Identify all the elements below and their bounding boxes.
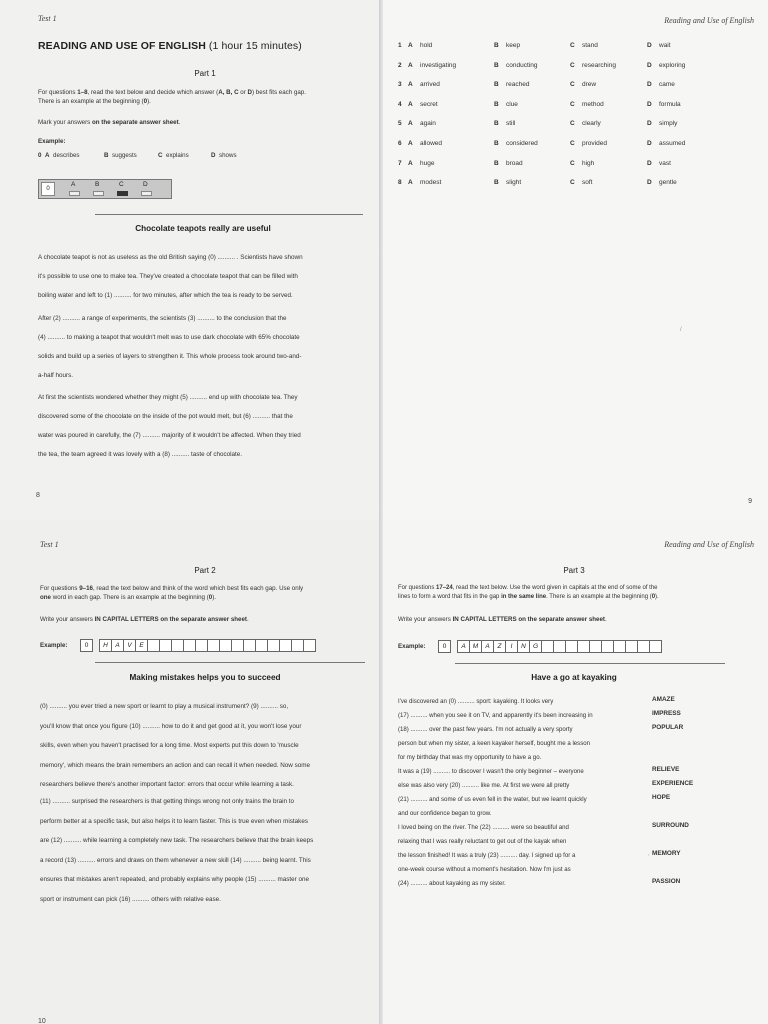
option-letter: B xyxy=(494,81,499,89)
option-letter: C xyxy=(570,140,575,147)
page-number: 9 xyxy=(748,498,752,505)
instr-text: ). xyxy=(212,594,217,601)
text-line: the tea, the team agreed it was lovely with a (8) .......... taste of chocolate. xyxy=(38,451,243,458)
letter-cell: A xyxy=(481,640,494,653)
mark-text: Mark your answers xyxy=(38,119,92,126)
option-text: gentle xyxy=(659,179,677,187)
stray-mark: , xyxy=(648,851,650,857)
instr-text: , read the text below. Use the word given in capitals at the end of some of the xyxy=(452,585,658,591)
stem-word: HOPE xyxy=(652,794,671,801)
text-line: (24) .......... about kayaking as my sister. xyxy=(398,880,506,887)
part-label: Part 2 xyxy=(194,566,216,575)
instr-range: 9–16 xyxy=(79,585,93,592)
option-letter: A xyxy=(408,81,413,89)
answer-lozenge-filled xyxy=(117,191,128,196)
option-text: provided xyxy=(582,140,607,147)
option-letter: A xyxy=(408,159,413,167)
text-line: sport or instrument can pick (16) .......... others with relative ease. xyxy=(40,895,221,903)
option-text: secret xyxy=(420,100,438,108)
question-number: 7 xyxy=(398,159,402,167)
divider xyxy=(455,663,725,664)
letter-cell: G xyxy=(529,640,542,653)
stem-word: AMAZE xyxy=(652,696,675,703)
running-head: Reading and Use of English xyxy=(664,540,754,549)
word-formation-text xyxy=(398,698,758,998)
stem-word: SURROUND xyxy=(652,822,689,829)
question-number: 5 xyxy=(398,120,402,128)
write-bold: IN CAPITAL LETTERS on the separate answer sheet xyxy=(452,616,605,623)
option-letter: C xyxy=(570,179,575,187)
instr-text: For questions xyxy=(40,585,80,592)
option-text: keep xyxy=(506,42,521,49)
answer-lozenge xyxy=(93,191,104,196)
option-letter: D xyxy=(647,61,652,69)
mark-answers-note xyxy=(38,118,180,127)
text-line: memory', which means the brain remembers an action and can recall it when needed. Now some xyxy=(40,761,311,769)
running-head: Test 1 xyxy=(40,540,59,549)
text-line: (18) .......... over the past few years. I'm not actually a very sporty xyxy=(398,726,573,733)
stem-word: IMPRESS xyxy=(652,710,681,717)
text-line: (21) .......... and some of us even fell in the water, but we learnt quickly xyxy=(398,796,587,803)
option-letter: D xyxy=(647,100,652,108)
option-letter: B xyxy=(494,120,499,128)
paragraph xyxy=(38,248,368,305)
example-label: Example: xyxy=(398,643,426,650)
text-line: are (12) .......... while learning a completely new task. The researchers believe that the brain keeps xyxy=(40,837,314,844)
option-letter: B xyxy=(494,42,499,49)
question-number: 1 xyxy=(398,42,402,49)
letter-cell: E xyxy=(135,639,148,652)
text-line: solids and build up a series of layers to strengthen it. This whole process took around two-and- xyxy=(38,353,302,360)
text-title: Making mistakes helps you to succeed xyxy=(129,673,281,682)
option-text: slight xyxy=(506,179,522,187)
text-line: and our confidence began to grow. xyxy=(398,810,492,817)
instr-text: ). xyxy=(655,594,659,600)
paragraph xyxy=(40,697,365,795)
divider xyxy=(95,662,365,663)
option-text: soft xyxy=(582,179,593,187)
answer-options-table xyxy=(398,42,758,202)
option-letter: C xyxy=(570,100,575,108)
option-row xyxy=(398,140,758,150)
example-option-letter: D xyxy=(211,152,216,159)
text-line: researchers believe there's another important factor: errors that occur while learning a task. xyxy=(40,781,294,788)
option-row xyxy=(398,101,758,111)
answer-lozenge xyxy=(141,191,152,196)
text-line: boiling water and left to (1) .......... for two minutes, after which the tea is ready to be served. xyxy=(38,292,293,299)
option-text: wait xyxy=(659,42,671,49)
option-row xyxy=(398,160,758,170)
text-line: water was poured in carefully, the (7) .......... majority of it wouldn't be affected. When they tried xyxy=(38,432,301,439)
write-text: . xyxy=(247,616,249,623)
text-line: (4) .......... to making a teapot that wouldn't melt was to use dark chocolate with 65% chocolate xyxy=(38,334,300,341)
answer-letter: D xyxy=(143,181,148,188)
instr-bold: in the same line xyxy=(501,594,547,600)
option-row xyxy=(398,42,758,52)
example-label: Example: xyxy=(40,642,68,649)
text-line: It was a (19) .......... to discover I wasn't the only beginner – everyone xyxy=(398,768,584,775)
example-answer-options xyxy=(71,181,161,197)
stem-word: RELIEVE xyxy=(652,766,680,773)
instr-text: lines to form a word that fits in the gap xyxy=(398,594,502,600)
question-number: 6 xyxy=(398,140,402,147)
running-head: Test 1 xyxy=(38,14,57,23)
option-text: assumed xyxy=(659,140,686,147)
question-number: 4 xyxy=(398,100,402,108)
write-text: Write your answers xyxy=(398,616,453,623)
letter-cell: V xyxy=(123,639,136,652)
letter-cell: M xyxy=(469,640,482,653)
question-number: 8 xyxy=(398,179,402,187)
letter-cell: N xyxy=(517,640,530,653)
option-letter: D xyxy=(647,42,652,49)
option-row xyxy=(398,81,758,91)
option-text: exploring xyxy=(659,61,686,69)
option-letter: C xyxy=(570,42,575,49)
write-bold: IN CAPITAL LETTERS on the separate answer sheet xyxy=(94,616,247,623)
instr-zero: 0 xyxy=(651,594,656,600)
example-letter-grid xyxy=(80,639,315,652)
option-letter: B xyxy=(494,159,499,167)
example-option-letter: C xyxy=(158,152,163,159)
letter-cell xyxy=(649,640,662,653)
instr-bold: one xyxy=(40,594,52,601)
letter-cell: A xyxy=(111,639,124,652)
example-option-letter: B xyxy=(104,152,109,159)
example-letter-grid xyxy=(438,640,661,653)
option-text: formula xyxy=(659,100,681,108)
example-number-cell: 0 xyxy=(438,640,451,653)
heading-duration: (1 hour 15 minutes) xyxy=(208,40,302,52)
option-letter: B xyxy=(494,179,499,187)
instr-text: , read the text below and decide which answer ( xyxy=(87,89,219,96)
example-option-text: describes xyxy=(53,152,80,159)
option-letter: D xyxy=(647,140,652,147)
section-heading xyxy=(38,40,302,52)
page-11 xyxy=(380,520,768,1024)
stem-word: PASSION xyxy=(652,878,681,885)
option-letter: D xyxy=(647,81,652,89)
stem-word: EXPERIENCE xyxy=(652,780,694,787)
option-letter: B xyxy=(494,140,499,147)
answer-letter: A xyxy=(71,181,76,188)
option-text: hold xyxy=(420,42,433,49)
text-line: one-week course without a moment's hesitation. Now I'm just as xyxy=(398,866,571,873)
example-option-text: suggests xyxy=(112,152,137,159)
text-line: discovered some of the chocolate on the inside of the pot would melt, but (6) .......... that the xyxy=(38,413,293,420)
option-text: arrived xyxy=(420,81,440,89)
stem-word: MEMORY xyxy=(652,850,681,857)
option-text: conducting xyxy=(506,61,538,69)
instr-text: . There is an example at the beginning ( xyxy=(546,594,652,600)
text-line: a record (13) .......... errors and draws on them whenever a new skill (14) .......... being learnt. This xyxy=(40,856,311,864)
option-text: vast xyxy=(659,159,671,167)
option-text: simply xyxy=(659,120,678,128)
text-line: After (2) .......... a range of experiments, the scientists (3) .......... to the conclusion that the xyxy=(38,315,287,322)
text-line: At first the scientists wondered whether they might (5) .......... end up with chocolate tea. They xyxy=(38,394,298,401)
option-letter: C xyxy=(570,120,575,128)
stem-word: POPULAR xyxy=(652,724,684,731)
text-line: ensures that mistakes aren't repeated, and probably explains why people (15) .......... master one xyxy=(40,876,309,883)
example-option-text: shows xyxy=(219,152,237,159)
page-10 xyxy=(0,520,380,1024)
instr-text: , read the text below and think of the word which best fits each gap. Use only xyxy=(92,585,304,592)
instr-letter-d: D xyxy=(247,89,252,96)
write-text: Write your answers xyxy=(40,616,95,623)
option-text: researching xyxy=(582,61,616,69)
option-text: allowed xyxy=(420,140,443,147)
instr-text: ). xyxy=(147,98,151,105)
page-fold xyxy=(379,0,383,1024)
instr-range: 17–24 xyxy=(436,585,453,591)
instr-text: word in each gap. There is an example at the beginning ( xyxy=(51,594,209,601)
example-number: 0 xyxy=(38,152,42,159)
text-line: skills, even when you haven't practised for a long time. Most experts put this down to 'muscle xyxy=(40,742,299,749)
option-letter: C xyxy=(570,81,575,89)
option-letter: A xyxy=(408,42,413,49)
option-text: reached xyxy=(506,81,530,89)
option-letter: D xyxy=(647,159,652,167)
option-text: clearly xyxy=(582,120,601,128)
text-line: else was also very (20) .......... like me. At first we were all pretty xyxy=(398,782,570,789)
answer-lozenge xyxy=(69,191,80,196)
letter-cell: I xyxy=(505,640,518,653)
page-9 xyxy=(380,0,768,520)
part-label: Part 1 xyxy=(194,69,216,78)
stray-mark: / xyxy=(680,327,682,333)
instr-text: For questions xyxy=(398,585,437,591)
part2-instructions xyxy=(40,584,370,602)
text-line: (11) .......... surprised the researchers is that getting things wrong not only trains the brain to xyxy=(40,798,294,805)
option-text: broad xyxy=(506,159,523,167)
option-text: again xyxy=(420,120,436,128)
example-answer-number: 0 xyxy=(41,182,55,196)
text-line: a-half hours. xyxy=(38,372,74,379)
option-text: investigating xyxy=(420,61,457,69)
option-letter: A xyxy=(408,61,413,69)
option-letter: A xyxy=(408,179,413,187)
option-text: came xyxy=(659,81,675,89)
option-text: modest xyxy=(420,179,442,187)
option-text: high xyxy=(582,159,595,167)
option-row xyxy=(398,62,758,72)
example-label: Example: xyxy=(38,138,66,145)
write-answers-note xyxy=(40,615,249,624)
text-line: person but when my sister, a keen kayaker herself, bought me a lesson xyxy=(398,740,591,747)
text-line: perform better at a specific task, but also helps it to learn faster. This is true even when mistakes xyxy=(40,817,308,825)
letter-cell xyxy=(303,639,316,652)
text-line: you'll know that once you figure (10) .......... how to do it and get good at it, you won't lose your xyxy=(40,722,302,730)
instr-letters: A, B, C xyxy=(218,89,239,96)
write-answers-note xyxy=(398,615,607,624)
text-line: relaxing that I was really reluctant to get out of the kayak when xyxy=(398,838,567,845)
text-line: it's possible to use one to make tea. They've created a chocolate teapot that can be filled with xyxy=(38,273,298,280)
option-letter: B xyxy=(494,61,499,69)
letter-cell: A xyxy=(457,640,470,653)
page-number: 10 xyxy=(38,1018,46,1024)
page-number: 8 xyxy=(36,492,40,499)
text-line: for my birthday that was my opportunity to have a go. xyxy=(398,754,542,761)
option-row xyxy=(398,179,758,189)
answer-letter: B xyxy=(95,181,100,188)
option-text: method xyxy=(582,100,604,108)
option-letter: C xyxy=(570,61,575,69)
option-letter: A xyxy=(408,140,413,147)
option-letter: A xyxy=(408,120,413,128)
text-line: (0) .......... you ever tried a new sport or learnt to play a musical instrument? (9) .......... so, xyxy=(40,703,289,710)
example-option-letter: A xyxy=(45,152,50,159)
part-label: Part 3 xyxy=(563,566,585,575)
option-text: stand xyxy=(582,42,598,49)
answer-letter: C xyxy=(119,181,124,188)
question-number: 2 xyxy=(398,61,402,69)
text-line: A chocolate teapot is not as useless as the old British saying (0) .......... . Scientists have shown xyxy=(38,254,303,261)
mark-text: . xyxy=(178,119,181,126)
example-option-text: explains xyxy=(166,152,189,159)
part3-instructions xyxy=(398,584,763,602)
text-line: the lesson finished! It was a truly (23) .......... day. I signed up for a xyxy=(398,852,576,859)
instr-zero: 0 xyxy=(208,594,213,601)
option-letter: B xyxy=(494,100,499,108)
option-text: clue xyxy=(506,100,518,108)
instr-text: ) best fits each gap. xyxy=(251,89,306,96)
letter-cell: Z xyxy=(493,640,506,653)
example-options xyxy=(38,151,278,161)
instr-range: 1–8 xyxy=(77,89,88,96)
instr-text: For questions xyxy=(38,89,78,96)
instr-text: There is an example at the beginning ( xyxy=(38,98,144,105)
text-title: Have a go at kayaking xyxy=(531,673,617,682)
option-row xyxy=(398,120,758,130)
question-number: 3 xyxy=(398,81,402,89)
mark-bold: on the separate answer sheet xyxy=(91,119,179,126)
example-answer-box xyxy=(38,179,172,199)
heading-bold: READING AND USE OF ENGLISH xyxy=(38,40,206,52)
letter-cell: H xyxy=(99,639,112,652)
option-letter: D xyxy=(647,120,652,128)
paragraph xyxy=(38,309,368,385)
option-letter: D xyxy=(647,179,652,187)
paragraph xyxy=(38,388,368,464)
option-text: huge xyxy=(420,159,435,167)
text-line: I loved being on the river. The (22) .......... were so beautiful and xyxy=(398,824,569,831)
page-8 xyxy=(0,0,380,520)
option-letter: C xyxy=(570,159,575,167)
running-head: Reading and Use of English xyxy=(664,16,754,25)
instr-text: or xyxy=(238,89,248,96)
text-line: I've discovered an (0) .......... sport: kayaking. It looks very xyxy=(398,698,554,705)
part1-instructions xyxy=(38,88,368,106)
paragraph xyxy=(40,792,365,909)
option-text: considered xyxy=(506,140,538,147)
text-line: (17) .......... when you see it on TV, and apparently it's been increasing in xyxy=(398,712,593,719)
option-letter: A xyxy=(408,100,413,108)
option-text: drew xyxy=(582,81,597,89)
write-text: . xyxy=(605,616,607,623)
instr-zero: 0 xyxy=(143,98,148,105)
text-title: Chocolate teapots really are useful xyxy=(135,224,271,233)
divider xyxy=(95,214,363,215)
example-number-cell: 0 xyxy=(80,639,93,652)
option-text: still xyxy=(506,120,516,128)
